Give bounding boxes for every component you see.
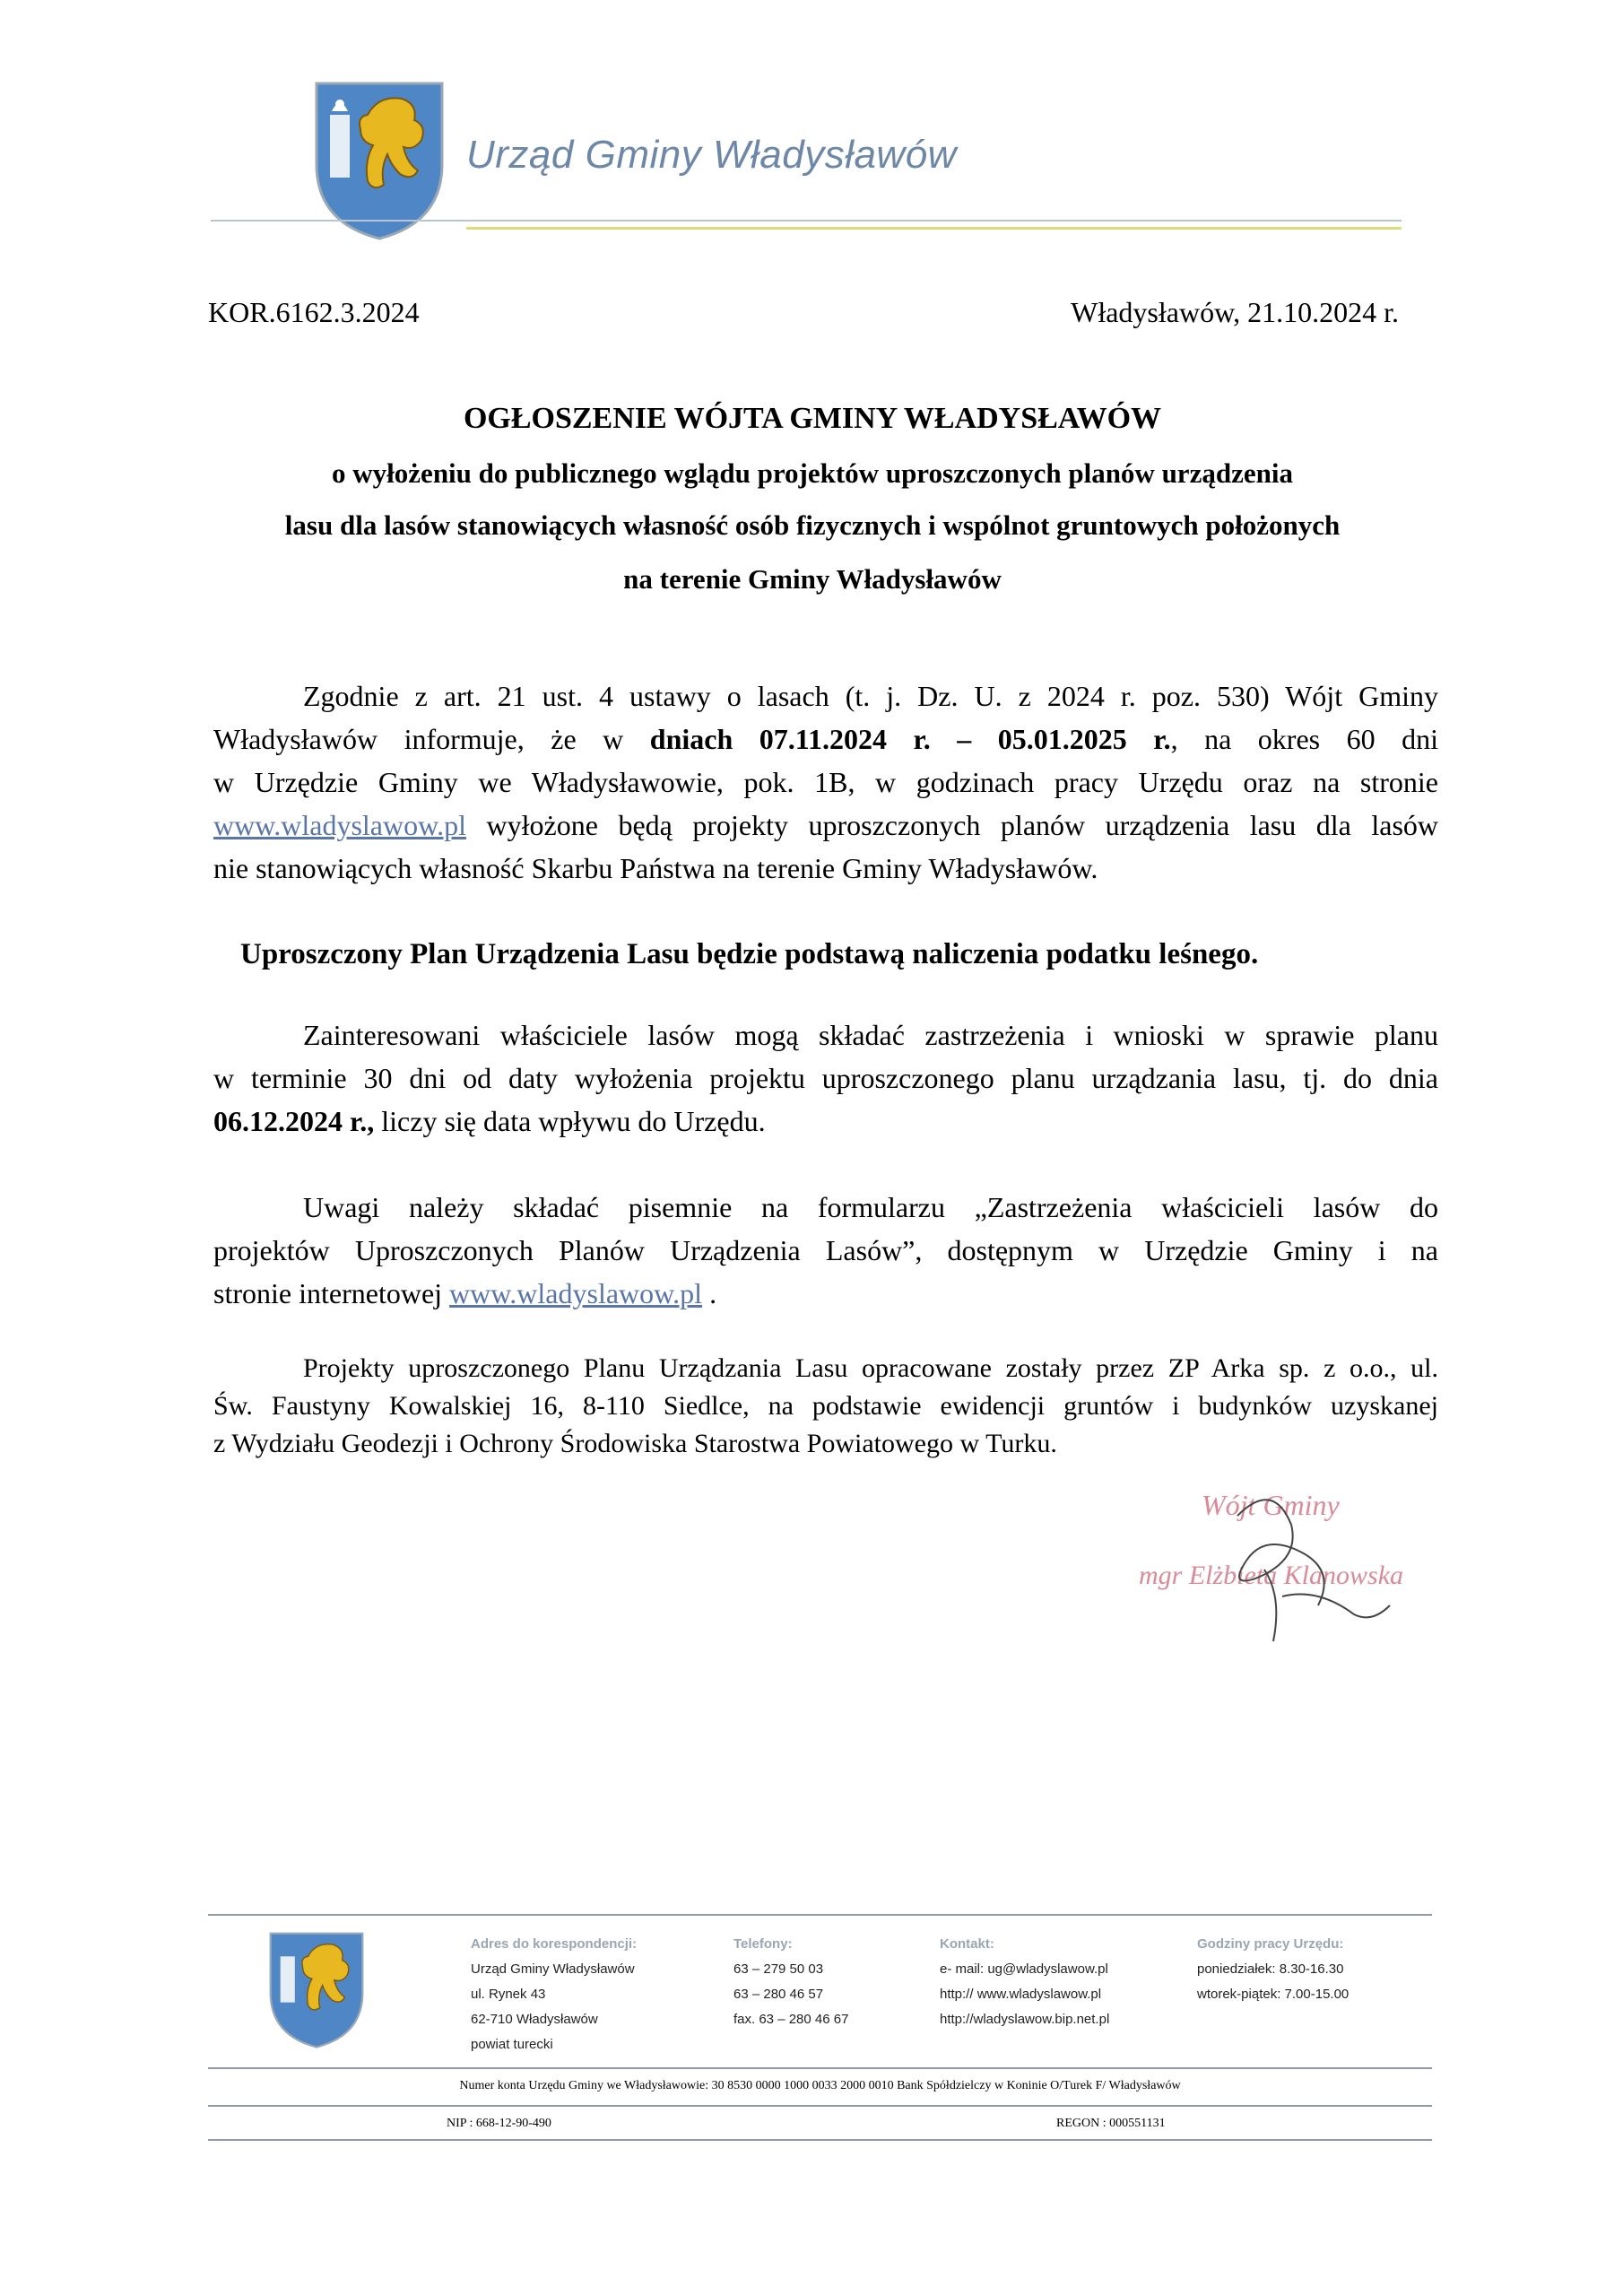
text-line: Projekty uproszczonego Planu Urządzania Lasu opracowane zostały przez ZP Arka sp. z o.o., ul. <box>303 1353 1438 1383</box>
text-line: 06.12.2024 r., liczy się data wpływu do Urzędu. <box>213 1105 766 1137</box>
announcement-title: OGŁOSZENIE WÓJTA GMINY WŁADYSŁAWÓW <box>463 402 1162 435</box>
footer-heading: Adres do korespondencji: <box>471 1936 638 1952</box>
website-link[interactable]: www.wladyslawow.pl <box>449 1277 703 1309</box>
footer-hours: Godziny pracy Urzędu: poniedziałek: 8.30-16.30 wtorek-piątek: 7.00-15.00 <box>1197 1932 1349 2007</box>
footer-divider <box>208 1914 1432 1916</box>
footer-address: Adres do korespondencji: Urząd Gminy Władysławów ul. Rynek 43 62-710 Władysławów powiat turecki <box>471 1932 637 2057</box>
footer-email[interactable]: e- mail: ug@wladyslawow.pl <box>940 1961 1108 1977</box>
announcement-subtitle-line3: na terenie Gminy Władysławów <box>623 563 1002 595</box>
footer-bip[interactable]: http://wladyslawow.bip.net.pl <box>940 2012 1110 2027</box>
text-line: w Urzędzie Gminy we Władysławowie, pok. 1B, w godzinach pracy Urzędu oraz na stronie <box>213 766 1438 798</box>
paragraph-tax-notice: Uproszczony Plan Urządzenia Lasu będzie podstawą naliczenia podatku leśnego. <box>240 938 1259 970</box>
footer-heading: Kontakt: <box>940 1936 994 1952</box>
nip-number: NIP : 668-12-90-490 <box>447 2117 551 2130</box>
place-and-date: Władysławów, 21.10.2024 r. <box>1071 296 1399 328</box>
paragraph-preparer <box>213 1350 1438 1463</box>
text-line: z Wydziału Geodezji i Ochrony Środowiska Starostwa Powiatowego w Turku. <box>213 1429 1057 1458</box>
text-line: w terminie 30 dni od daty wyłożenia projektu uproszczonego planu urządzania lasu, tj. do dnia <box>213 1062 1438 1094</box>
paragraph-form-info <box>213 1186 1438 1315</box>
reference-number: KOR.6162.3.2024 <box>208 296 420 328</box>
text-line: nie stanowiących własność Skarbu Państwa na terenie Gminy Władysławów. <box>213 852 1098 884</box>
text-line: Uwagi należy składać pisemnie na formularzu „Zastrzeżenia właścicieli lasów do <box>303 1191 1438 1223</box>
text-line: stronie internetowej www.wladyslawow.pl . <box>213 1277 717 1309</box>
regon-number: REGON : 000551131 <box>1056 2117 1166 2130</box>
bank-account-line: Numer konta Urzędu Gminy we Władysławowie: 30 8530 0000 1000 0033 2000 0010 Bank Spółdzielczy w Koninie O/Turek F/ Władysławów <box>459 2079 1181 2092</box>
office-name-header: Urząd Gminy Władysławów <box>466 133 957 177</box>
text-line: Władysławów informuje, że w dniach 07.11.2024 r. – 05.01.2025 r., na okres 60 dni <box>213 723 1439 755</box>
dates-highlight: dniach 07.11.2024 r. – 05.01.2025 r. <box>649 723 1171 755</box>
deadline-date: 06.12.2024 r., <box>213 1105 375 1137</box>
text-line: Zainteresowani właściciele lasów mogą składać zastrzeżenia i wnioski w sprawie planu <box>303 1019 1438 1051</box>
footer-divider <box>208 2105 1432 2107</box>
footer-heading: Telefony: <box>733 1936 793 1952</box>
text-line: Św. Faustyny Kowalskiej 16, 8-110 Siedlce, na podstawie ewidencji gruntów i budynków uzyskanej <box>213 1391 1438 1421</box>
text-line: projektów Uproszczonych Planów Urządzenia Lasów”, dostępnym w Urzędzie Gminy i na <box>213 1234 1438 1266</box>
text-line: Zgodnie z art. 21 ust. 4 ustawy o lasach (t. j. Dz. U. z 2024 r. poz. 530) Wójt Gminy <box>303 680 1438 712</box>
footer-coat-of-arms <box>267 1930 366 2048</box>
handwritten-signature <box>1130 1489 1426 1668</box>
footer-divider <box>208 2139 1432 2141</box>
paragraph-objections <box>213 1013 1438 1143</box>
footer-contact <box>940 1932 1109 2032</box>
signature-stamp-title: Wójt Gminy <box>1202 1489 1340 1521</box>
header-divider <box>211 220 1402 222</box>
footer-phones: Telefony: 63 – 279 50 03 63 – 280 46 57 fax. 63 – 280 46 67 <box>733 1932 848 2032</box>
header-divider-accent <box>466 227 1402 230</box>
website-link[interactable]: www.wladyslawow.pl <box>213 809 467 841</box>
paragraph-legal-basis <box>213 674 1438 890</box>
footer-divider <box>208 2067 1432 2069</box>
announcement-subtitle-line2: lasu dla lasów stanowiących własność osób fizycznych i wspólnot gruntowych położonych <box>284 509 1341 541</box>
announcement-subtitle-line1: o wyłożeniu do publicznego wglądu projektów uproszczonych planów urządzenia <box>332 457 1293 489</box>
footer-heading: Godziny pracy Urzędu: <box>1197 1936 1344 1952</box>
footer-website[interactable]: http:// www.wladyslawow.pl <box>940 1987 1102 2002</box>
text-line: www.wladyslawow.pl wyłożone będą projekty uproszczonych planów urządzenia lasu dla lasów <box>213 809 1438 841</box>
coat-of-arms-logo <box>312 79 447 240</box>
signature-stamp-name: mgr Elżbieta Klanowska <box>1139 1561 1404 1590</box>
